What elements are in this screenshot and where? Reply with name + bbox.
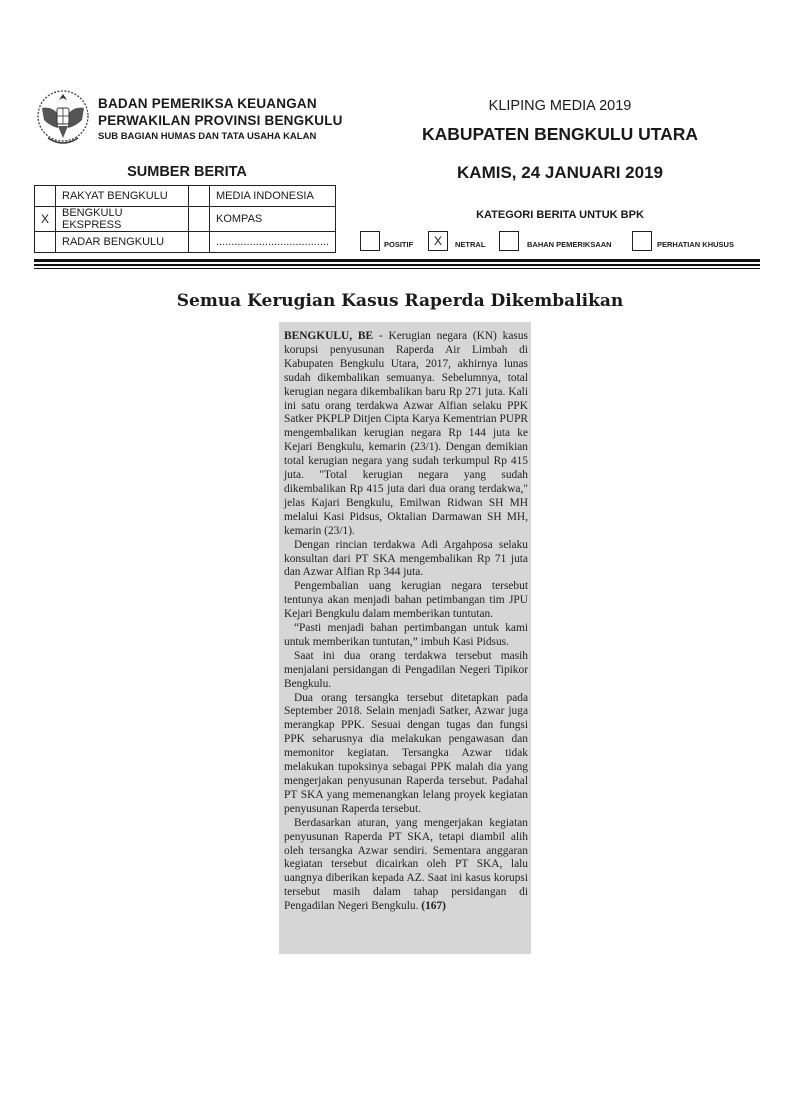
org-name-line1: BADAN PEMERIKSA KEUANGAN bbox=[98, 96, 317, 111]
table-row bbox=[35, 207, 336, 232]
article-code: (167) bbox=[418, 900, 446, 913]
source-name: BENGKULU EKSPRESS bbox=[56, 207, 189, 232]
divider bbox=[34, 264, 760, 266]
source-name: RADAR BENGKULU bbox=[56, 232, 189, 253]
table-row bbox=[35, 186, 336, 207]
positif-label: POSITIF bbox=[384, 240, 414, 249]
source-name: ..................................... bbox=[210, 232, 336, 253]
garuda-emblem-icon bbox=[34, 86, 92, 152]
divider bbox=[34, 259, 760, 262]
source-mark bbox=[35, 186, 56, 207]
sumber-berita-table bbox=[34, 185, 336, 253]
source-mark bbox=[189, 186, 210, 207]
article-paragraph: - Kerugian negara (KN) kasus korupsi penyusunan Raperda Air Limbah di Kabupaten Bengkulu Utara, 2017, akhirnya lunas sudah dikembalikan semuanya. Sebelumnya, total kerugian negara dikembalikan baru Rp 271 juta. Kali ini satu orang terdakwa Azwar Alfian selaku PPK Satker PKPLP Ditjen Cipta Karya Kementrian PUPR mengembalikan kerugian negara Rp 144 juta ke Kejari Bengkulu, kemarin (23/1). Dengan demikian total kerugian negara yang sudah terkumpul Rp 415 juta. "Total kerugian negara yang sudah dikembalikan Rp 415 juta dari dua orang terdakwa," jelas Kajari Bengkulu, Emilwan Ridwan SH MH melalui Kasi Pidsus, Oktalian Darmawan SH MH, kemarin (23/1). bbox=[284, 330, 528, 537]
article-paragraph: Saat ini dua orang terdakwa tersebut masih menjalani persidangan di Pengadilan Negeri Tipikor Bengkulu. bbox=[284, 649, 528, 690]
article-body bbox=[284, 330, 528, 914]
netral-label: NETRAL bbox=[455, 240, 486, 249]
perhatian-khusus-checkbox[interactable] bbox=[632, 231, 652, 251]
source-mark bbox=[35, 232, 56, 253]
kliping-title: KLIPING MEDIA 2019 bbox=[488, 98, 632, 114]
source-mark bbox=[189, 232, 210, 253]
source-mark: X bbox=[35, 207, 56, 232]
bahan-pemeriksaan-checkbox[interactable] bbox=[499, 231, 519, 251]
netral-checkbox[interactable]: X bbox=[428, 231, 448, 251]
table-row bbox=[35, 232, 336, 253]
article-paragraph: Pengembalian uang kerugian negara tersebut tentunya akan menjadi bahan petimbangan tim JPU Kejari Bengkulu dalam memberikan tuntutan. bbox=[284, 580, 528, 621]
article-paragraph: Dua orang tersangka tersebut ditetapkan pada September 2018. Selain menjadi Satker, Azwar juga merangkap PPK. Sesuai dengan tugas dan fungsi PPK seharusnya dia melakukan pengawasan dan memonitor kegiatan. Tersangka Azwar tidak melakukan tupoksinya sebagai PPK malah dia yang mengerjakan penyusunan Raperda tersebut. Padahal PT SKA yang memenangkan lelang proyek kegiatan penyusunan Raperda tersebut. bbox=[284, 691, 528, 815]
kabupaten-title: KABUPATEN BENGKULU UTARA bbox=[421, 124, 699, 144]
bahan-pemeriksaan-label: BAHAN PEMERIKSAAN bbox=[527, 240, 612, 249]
org-name-line2: PERWAKILAN PROVINSI BENGKULU bbox=[98, 113, 343, 128]
perhatian-khusus-label: PERHATIAN KHUSUS bbox=[657, 240, 734, 249]
kategori-title: KATEGORI BERITA UNTUK BPK bbox=[476, 209, 644, 221]
positif-checkbox[interactable] bbox=[360, 231, 380, 251]
article-dateline: BENGKULU, BE bbox=[284, 330, 374, 342]
source-name: KOMPAS bbox=[210, 207, 336, 232]
source-mark bbox=[189, 207, 210, 232]
org-name-line3: SUB BAGIAN HUMAS DAN TATA USAHA KALAN bbox=[98, 131, 317, 142]
article-paragraph: Dengan rincian terdakwa Adi Argahposa selaku konsultan dari PT SKA mengembalikan Rp 71 juta dan Azwar Alfian Rp 344 juta. bbox=[284, 538, 528, 579]
source-name: RAKYAT BENGKULU bbox=[56, 186, 189, 207]
article-headline: Semua Kerugian Kasus Raperda Dikembalikan bbox=[176, 291, 624, 311]
publication-date: KAMIS, 24 JANUARI 2019 bbox=[457, 163, 663, 182]
article-paragraph: “Pasti menjadi bahan pertimbangan untuk kami untuk memberikan tuntutan,” imbuh Kasi Pidsus. bbox=[284, 622, 528, 648]
article-paragraph: Berdasarkan aturan, yang mengerjakan kegiatan penyusunan Raperda PT SKA, tetapi diambil alih oleh tersangka Azwar sendiri. Sementara anggaran kegiatan tersebut dicairkan oleh PT SKA, lalu uangnya diberikan kepada AZ. Saat ini kasus korupsi tersebut masih dalam tahap persidangan di Pengadilan Negeri Bengkulu. bbox=[284, 816, 528, 913]
divider bbox=[34, 268, 760, 269]
source-name: MEDIA INDONESIA bbox=[210, 186, 336, 207]
sumber-berita-title: SUMBER BERITA bbox=[127, 164, 247, 180]
